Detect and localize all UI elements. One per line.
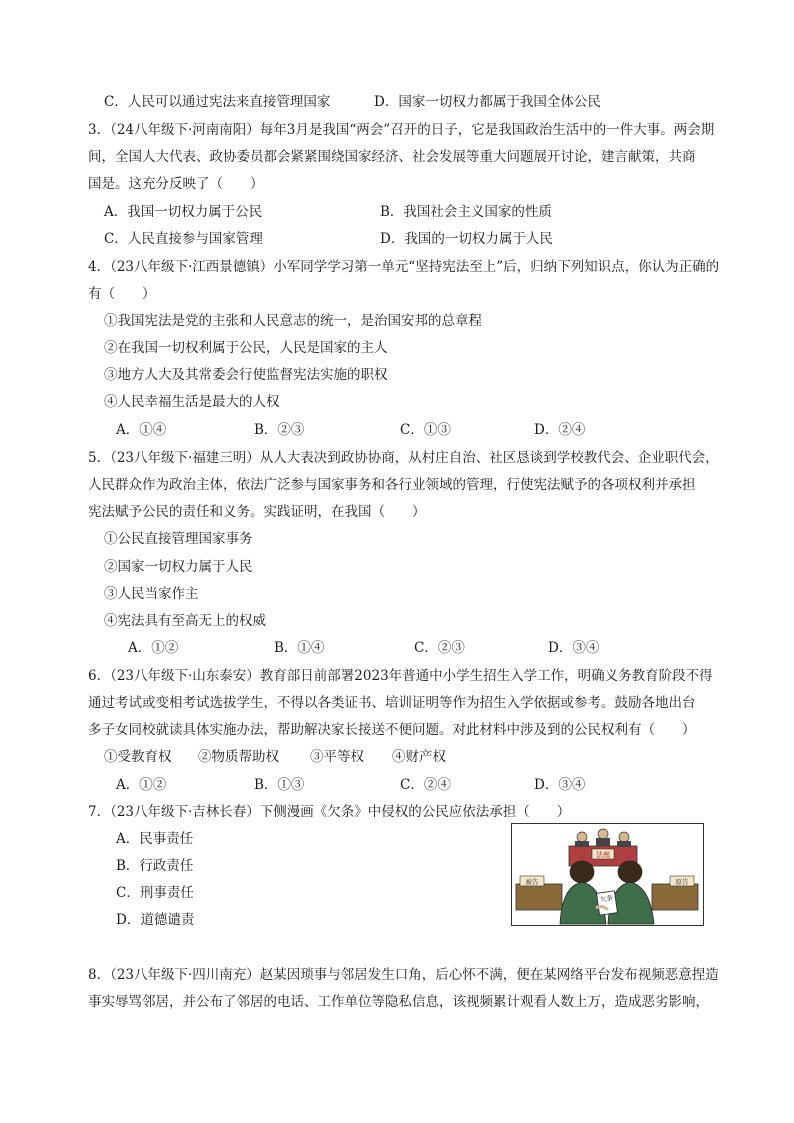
q4-item-1: ①我国宪法是党的主张和人民意志的统一，是治国安邦的总章程	[104, 313, 482, 329]
judge-3	[619, 832, 629, 842]
q5-item-3: ③人民当家作主	[104, 586, 199, 602]
plaintiff-desk	[652, 884, 698, 910]
q4-option-b: B．②③	[254, 422, 305, 438]
q6-option-d: D．③④	[534, 777, 586, 793]
q3-option-b: B．我国社会主义国家的性质	[380, 204, 552, 220]
q8-stem-line-1: 8．（23八年级下·四川南充）赵某因琐事与邻居发生口角，后心怀不满，便在某网络平台发布视频恶意捏造	[88, 967, 719, 983]
plaintiff-figure-head	[618, 861, 642, 883]
judge-2	[598, 829, 608, 839]
iou-cartoon-illustration	[512, 824, 703, 925]
iou-paper-text: 欠条	[599, 894, 614, 904]
q3-option-d: D．我国的一切权力属于人民	[380, 231, 553, 247]
q3-option-a: A．我国一切权力属于公民	[104, 204, 263, 220]
q4-option-a: A．①④	[116, 422, 167, 438]
q6-option-b: B．①③	[254, 777, 305, 793]
q5-option-a: A．①②	[128, 640, 179, 656]
q5-item-4: ④宪法具有至高无上的权威	[104, 613, 266, 629]
q3-option-c: C．人民直接参与国家管理	[104, 231, 263, 247]
q8-stem-line-2: 事实辱骂邻居，并公布了邻居的电话、工作单位等隐私信息，该视频累计观看人数上万，造成恶劣影响，	[88, 994, 709, 1010]
q6-stem-line-3: 多子女同校就读具体实施办法，帮助解决家长接送不便问题。对此材料中涉及到的公民权利有（ ）	[88, 722, 696, 738]
q4-item-4: ④人民幸福生活是最大的人权	[104, 394, 280, 410]
q3-stem-line-1: 3．（24八年级下·河南南阳）每年3月是我国“两会”召开的日子，它是我国政治生活中的一件大事。两会期	[88, 122, 715, 138]
q6-option-a: A．①②	[116, 777, 167, 793]
q4-item-2: ②在我国一切权利属于公民，人民是国家的主人	[104, 340, 388, 356]
q5-option-c: C．②③	[414, 640, 465, 656]
q2-option-d: D．国家一切权力都属于我国全体公民	[374, 94, 601, 110]
q5-option-d: D．③④	[548, 640, 600, 656]
q6-item-4: ④财产权	[392, 749, 446, 765]
q5-option-b: B．①④	[274, 640, 325, 656]
q7-option-b: B．行政责任	[116, 858, 194, 874]
q7-option-a: A．民事责任	[116, 831, 194, 847]
q4-item-3: ③地方人大及其常委会行使监督宪法实施的职权	[104, 367, 388, 383]
q6-stem-line-1: 6．（23八年级下·山东泰安）教育部日前部署2023年普通中小学生招生入学工作，明确义务教育阶段不得	[88, 668, 713, 684]
q3-stem-line-3: 国是。这充分反映了（ ）	[88, 176, 264, 192]
q5-item-1: ①公民直接管理国家事务	[104, 531, 253, 547]
q2-option-c: C．人民可以通过宪法来直接管理国家	[104, 94, 331, 110]
defendant-sign-text: 被告	[525, 878, 539, 886]
q4-stem-line-1: 4．（23八年级下·江西景德镇）小军同学学习第一单元“坚持宪法至上”后，归纳下列知识点，你认为正确的	[88, 259, 720, 275]
q5-stem-line-1: 5．（23八年级下·福建三明）从人大表决到政协协商，从村庄自治、社区恳谈到学校教代会、企业职代会，	[88, 450, 719, 466]
q7-stem-line-1: 7．（23八年级下·吉林长春）下侧漫画《欠条》中侵权的公民应依法承担（ ）	[88, 804, 571, 820]
q6-option-c: C．②④	[400, 777, 451, 793]
q6-item-3: ③平等权	[310, 749, 364, 765]
plaintiff-sign-text: 原告	[675, 878, 689, 886]
q6-item-2: ②物质帮助权	[198, 749, 279, 765]
q5-stem-line-2: 人民群众作为政治主体，依法广泛参与国家事务和各行业领域的管理，行使宪法赋予的各项权利并承担	[88, 477, 696, 493]
q6-item-1: ①受教育权	[104, 749, 172, 765]
q7-option-c: C．刑事责任	[116, 885, 194, 901]
q3-stem-line-2: 间，全国人大代表、政协委员都会紧紧围绕国家经济、社会发展等重大问题展开讨论，建言献策，共商	[88, 149, 696, 165]
q4-option-c: C．①③	[400, 422, 451, 438]
q7-option-d: D．道德谴责	[116, 912, 195, 928]
q5-item-2: ②国家一切权力属于人民	[104, 559, 253, 575]
q4-option-d: D．②④	[534, 422, 586, 438]
q6-stem-line-2: 通过考试或变相考试选拔学生，不得以各类证书、培训证明等作为招生入学依据或参考。鼓励各地出台	[88, 695, 696, 711]
court-sign-text: 法庭	[596, 851, 610, 859]
q5-stem-line-3: 宪法赋予公民的责任和义务。实践证明，在我国（ ）	[88, 504, 426, 520]
defendant-desk	[516, 884, 562, 910]
iou-cartoon	[511, 823, 704, 926]
defendant-figure-head	[570, 861, 594, 883]
judge-1	[577, 832, 587, 842]
q4-stem-line-2: 有（ ）	[88, 286, 156, 302]
